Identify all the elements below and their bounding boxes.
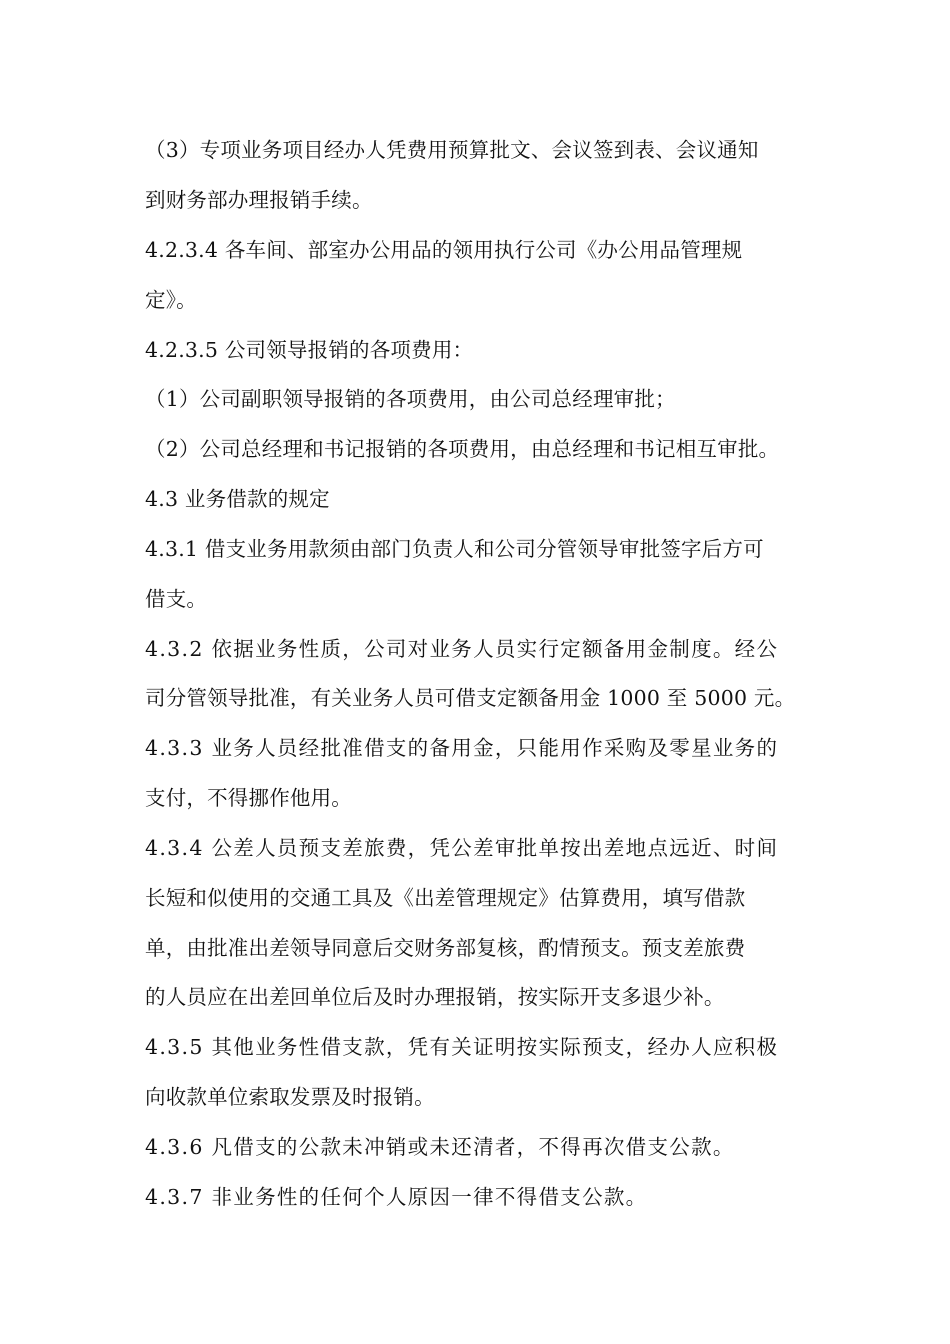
paragraph-line: 向收款单位索取发票及时报销。 [145,1085,435,1109]
paragraph-line: 4.3.1 借支业务用款须由部门负责人和公司分管领导审批签字后方可 [145,537,764,561]
paragraph-line: 司分管领导批准，有关业务人员可借支定额备用金 1000 至 5000 元。 [145,686,796,710]
paragraph-line: 到财务部办理报销手续。 [145,188,373,212]
paragraph-line: 的人员应在出差回单位后及时办理报销，按实际开支多退少补。 [145,985,725,1009]
paragraph-line: 单，由批准出差领导同意后交财务部复核，酌情预支。预支差旅费 [145,936,746,960]
paragraph-line: 借支。 [145,587,208,611]
paragraph-line: 4.2.3.4 各车间、部室办公用品的领用执行公司《办公用品管理规 [145,238,743,262]
paragraph-line: 4.3.4 公差人员预支差旅费，凭公差审批单按出差地点远近、时间 [145,836,779,860]
paragraph-line: 4.3.3 业务人员经批准借支的备用金，只能用作采购及零星业务的 [145,736,779,760]
paragraph-line: 定》。 [145,288,197,312]
paragraph-line: （2）公司总经理和书记报销的各项费用，由总经理和书记相互审批。 [145,437,780,461]
paragraph-line: 4.3.6 凡借支的公款未冲销或未还清者，不得再次借支公款。 [145,1135,735,1159]
section-heading: 4.2.3.5 公司领导报销的各项费用： [145,338,474,362]
paragraph-line: 长短和似使用的交通工具及《出差管理规定》估算费用，填写借款 [145,886,746,910]
paragraph-line: （1）公司副职领导报销的各项费用，由公司总经理审批； [145,387,676,411]
paragraph-line: （3）专项业务项目经办人凭费用预算批文、会议签到表、会议通知 [145,138,759,162]
section-heading: 4.3 业务借款的规定 [145,487,330,511]
paragraph-line: 支付，不得挪作他用。 [145,786,352,810]
paragraph-line: 4.3.7 非业务性的任何个人原因一律不得借支公款。 [145,1185,648,1209]
paragraph-line: 4.3.5 其他业务性借支款，凭有关证明按实际预支，经办人应积极 [145,1035,779,1059]
paragraph-line: 4.3.2 依据业务性质，公司对业务人员实行定额备用金制度。经公 [145,637,779,661]
